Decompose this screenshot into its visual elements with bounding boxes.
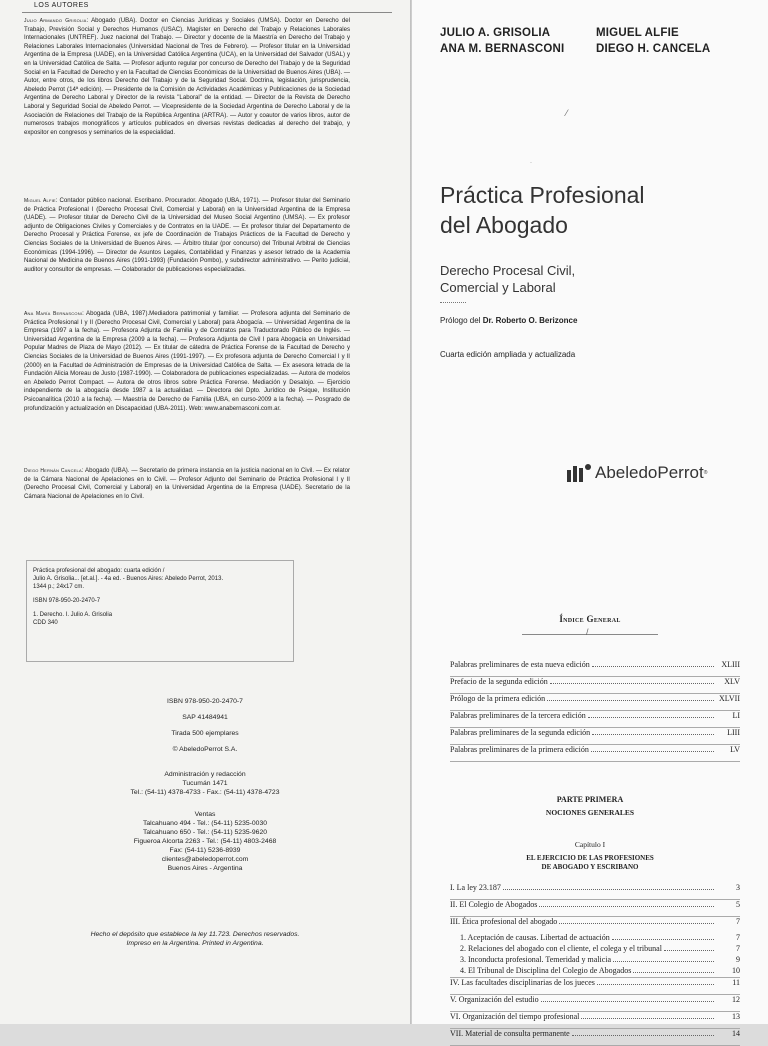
toc-entry-title: Palabras preliminares de la tercera edición <box>450 711 586 720</box>
right-page <box>412 0 768 1038</box>
registered-mark: ® <box>703 470 708 476</box>
dotted-divider <box>440 302 466 303</box>
pencil-mark-icon: / <box>586 627 589 637</box>
imprint-isbn: ISBN 978-950-20-2470-7 <box>167 698 243 705</box>
toc-entry-page: LV <box>730 745 740 754</box>
book-subtitle-line: Comercial y Laboral <box>440 280 556 295</box>
author-bio-text: : Abogada (UBA, 1987).Mediadora patrimonial y familiar. — Profesora adjunta del Seminario de Práctica Profesional I y II (Derecho Procesal Civil, Comercial y Laboral) para Abogacía. — Universidad Argentina de la Empresa (1997 a la fecha). — Profesora Adjunta de Familia y de Contratos para Traductorado Público de Inglés. — Universidad Argentina de la Empresa (2009 a la fecha). — Profesora Adjunta de Civil I para Abogacía en Universidad Popular Madres de Plaza de Mayo (2012). — Ex titular de cátedra de Práctica Forense de la Facultad de Derecho y Ciencias Sociales de la Universidad de Buenos Aires (1991-1997). — Ex profesora adjunta de Derecho Comercial I y II (2000) en la Facultad de Administración de Empresas de la Universidad Católica de Salta. — Ex asesora letrada de la Fundación Alicia Moreau de Justo (1987-1990). — Colaboradora de publicaciones especializadas. — Autora de modelos en Abeledo Perrot Compact. — Autora de otros libros sobre Práctica Forense. Mediación y Desalojo. — Ejercicio independiente de la abogacía desde 1987 a la actualidad. — Directora del Dpto. Jurídico de Psique, Institución Psicoanalítica (2010 a la fecha). — Maestría de Derecho de Familia (UBA, en curso-2009 a la fecha). — Posgrado de profundización y actualización en Discapacidad (UBA-2011). Web: www.anabernasconi.com.ar. <box>24 310 350 412</box>
ventas-title: Ventas <box>194 811 216 818</box>
toc-chapter-entries <box>450 883 740 1046</box>
authors-column <box>440 25 564 57</box>
toc-entry-title: III. Ética profesional del abogado <box>450 917 558 926</box>
toc-entry-title: Prólogo de la primera edición <box>450 694 546 703</box>
author-name: Diego Hernán Cancela <box>24 468 82 474</box>
toc-entry-page: XLIII <box>721 660 740 669</box>
toc-dot-leader <box>572 1035 714 1036</box>
author-bio-text: : Abogado (UBA). Doctor en Ciencias Jurídicas y Sociales (UMSA). Doctor en Derecho del Trabajo, Previsión Social y Derechos Humanos (USAC). Magíster en Derecho del Trabajo y Relaciones Laborales Internacionales (UNTREF). Juez nacional del Trabajo. — Director y docente de la Maestría en Derecho del Trabajo y Relaciones Laborales Internacionales (Universidad Nacional de Tres de Febrero). — Profesor titular en la Universidad Argentina de la Empresa (UADE), en la Universidad Católica Argentina (UCA), en la Universidad del Salvador (USAL) y en la Universidad Católica de Salta. — Profesor adjunto regular por concurso de Derecho del Trabajo y de la Seguridad Social en la Facultad de Derecho y en la Facultad de Ciencias Económicas de la Universidad de Buenos Aires (UBA). — Autor, entre otros, de los libros Derecho del Trabajo y de la Seguridad Social. Doctrina, legislación, jurisprudencia, Abeledo Perrot (14ª edición). — Presidente de la Comisión de Actividades Académicas y Publicaciones de la Sociedad Argentina de Derecho Laboral y Director de la revista "Laboral" de la entidad. — Director de la Revista de Derecho Laboral y Seguridad Social de Abeledo Perrot. — Vicepresidente de la Sociedad Argentina de Derecho Laboral y de la Asociación de Relaciones del Trabajo de la República Argentina (ARTRA). — Autor y coautor de varios libros, autor de numerosos trabajos monográficos y artículos publicados en diversas revistas dedicadas al derecho del trabajo, y expositor en congresos y seminarios de la especialidad. <box>24 17 350 136</box>
part-title: PARTE PRIMERA <box>556 795 624 804</box>
toc-entry-title: IV. Las facultades disciplinarias de los jueces <box>450 978 595 987</box>
cip-line: Julio A. Grisolia... [et.al.]. - 4a ed. - Buenos Aires: Abeledo Perrot, 2013. <box>33 576 224 582</box>
toc-entry-page: LI <box>732 711 740 720</box>
book-subtitle <box>440 262 575 296</box>
toc-dot-leader <box>664 950 714 951</box>
toc-entry-title: Palabras preliminares de esta nueva edición <box>450 660 590 669</box>
toc-entry <box>450 1029 740 1045</box>
cataloging-box <box>26 560 294 662</box>
toc-entry <box>450 1012 740 1028</box>
toc-entry-page: 13 <box>732 1012 740 1021</box>
toc-entry-title: VII. Material de consulta permanente <box>450 1029 570 1038</box>
toc-dot-leader <box>539 906 714 907</box>
author-bio <box>24 197 350 274</box>
toc-dot-leader <box>581 1018 714 1019</box>
toc-entry-title: Prefacio de la segunda edición <box>450 677 548 686</box>
toc-dot-leader <box>541 1001 714 1002</box>
index-title: Índice General <box>559 614 621 624</box>
author-name: Miguel Alfie <box>24 198 56 204</box>
toc-entry <box>450 900 740 916</box>
publisher-logo <box>566 462 707 484</box>
author-name: DIEGO H. CANCELA <box>596 43 711 55</box>
prologo-prefix: Prólogo del <box>440 316 483 325</box>
cip-line: 1. Derecho. I. Julio A. Grisolia <box>33 612 113 618</box>
toc-entry-title: 3. Inconducta profesional. Temeridad y malicia <box>460 955 612 964</box>
toc-entry-page: 5 <box>736 900 740 909</box>
toc-dot-leader <box>588 717 714 718</box>
toc-entry-title: 1. Aceptación de causas. Libertad de actuación <box>460 933 610 942</box>
author-bio <box>24 310 350 413</box>
toc-entry <box>450 728 740 744</box>
toc-dot-leader <box>592 734 714 735</box>
book-title-line: del Abogado <box>440 212 568 238</box>
toc-entry-page: 7 <box>736 917 740 926</box>
toc-dot-leader <box>633 972 714 973</box>
toc-entry-page: 7 <box>736 933 740 942</box>
author-name: Julio Armando Grisolia <box>24 18 87 24</box>
toc-entry-page: XLV <box>724 677 740 686</box>
imprint-tirada: Tirada 500 ejemplares <box>171 730 239 737</box>
toc-entry-page: 12 <box>732 995 740 1004</box>
toc-entry <box>450 660 740 676</box>
author-bio <box>24 467 350 501</box>
author-name: ANA M. BERNASCONI <box>440 43 565 55</box>
toc-preliminaries <box>450 660 740 762</box>
toc-dot-leader <box>592 666 714 667</box>
cip-cdd: CDD 340 <box>33 620 58 626</box>
toc-entry <box>450 944 740 955</box>
ventas-city: Buenos Aires - Argentina <box>167 865 243 872</box>
toc-dot-leader <box>591 751 714 752</box>
part-subtitle: NOCIONES GENERALES <box>545 808 635 817</box>
toc-entry <box>450 933 740 944</box>
toc-entry <box>450 694 740 710</box>
chapter-title-line: EL EJERCICIO DE LAS PROFESIONES <box>526 854 654 862</box>
imprint-copyright: © AbeledoPerrot S.A. <box>172 746 238 753</box>
toc-entry <box>450 978 740 994</box>
toc-entry-page: 10 <box>732 966 740 975</box>
toc-entry-page: 3 <box>736 883 740 892</box>
toc-entry <box>450 966 740 977</box>
toc-entry <box>450 995 740 1011</box>
toc-entry-title: II. El Colegio de Abogados <box>450 900 538 909</box>
cip-line: 1344 p.; 24x17 cm. <box>33 584 85 590</box>
toc-entry-page: LIII <box>727 728 740 737</box>
chapter-label: Capítulo I <box>574 840 606 849</box>
ventas-line: Talcahuano 650 - Tel.: (54-11) 5235-9620 <box>142 829 268 836</box>
book-title <box>440 180 645 240</box>
legal-line: Impreso en la Argentina. Printed in Argentina. <box>126 940 264 947</box>
page-header: LOS AUTORES <box>34 2 89 9</box>
ventas-fax: Fax: (54-11) 5236-8939 <box>169 847 241 854</box>
ventas-line: Figueroa Alcorta 2263 - Tel.: (54-11) 4803-2468 <box>133 838 277 845</box>
imprint-sap: SAP 41484941 <box>182 714 228 721</box>
toc-entry <box>450 917 740 933</box>
toc-separator <box>450 761 740 762</box>
toc-entry-title: V. Organización del estudio <box>450 995 539 1004</box>
author-name: MIGUEL ALFIE <box>596 27 679 39</box>
toc-entry-page: 11 <box>732 978 740 987</box>
author-bio <box>24 17 350 137</box>
publisher-logo-text: AbeledoPerrot <box>595 463 704 482</box>
header-rule <box>22 12 392 13</box>
authors-column <box>596 25 710 57</box>
toc-entry <box>450 955 740 966</box>
pencil-mark-icon: · <box>530 160 532 166</box>
chapter-title <box>412 854 768 872</box>
toc-entry-page: 14 <box>732 1029 740 1038</box>
toc-entry-title: Palabras preliminares de la segunda edición <box>450 728 591 737</box>
toc-dot-leader <box>597 984 714 985</box>
toc-dot-leader <box>547 700 714 701</box>
toc-entry-page: 9 <box>736 955 740 964</box>
legal-notice <box>40 930 350 948</box>
toc-entry-title: 4. El Tribunal de Disciplina del Colegio de Abogados <box>460 966 632 975</box>
author-bio-text: : Contador público nacional. Escribano. Procurador. Abogado (UBA, 1971). — Profesor titular del Seminario de Práctica Profesional I (Derecho Procesal Civil, Comercial y Laboral) en la Universidad Argentina de la Empresa (UADE). — Profesor titular de Derecho Civil de la Universidad del Museo Social Argentino (UMSA). — Ex profesor adjunto de Obligaciones Civiles y Comerciales y de Contratos en la UADE. — Ex profesor titular del Departamento de Derecho Procesal y Práctica Forense, ex jefe de Coordinación de Trabajos Prácticos de la Facultad de Derecho y Ciencias Sociales de la Universidad de Buenos Aires. — Árbitro titular (por concurso) del Tribunal Arbitral de Ciencias Económicas (1994-1996). — Director de Asuntos Legales, Contabilidad y Finanzas y asesor letrado de la Academia Nacional de Medicina de Buenos Aires (1991-1993) (Fundación Pombo), y subdirector administrativo. — Perito judicial, auditor y consultor de empresas. — Colaborador de publicaciones especializadas. <box>24 197 350 273</box>
cip-line: Práctica profesional del abogado: cuarta edición / <box>33 568 165 574</box>
ventas-email: clientes@abeledoperrot.com <box>161 856 249 863</box>
chapter-title-line: DE ABOGADO Y ESCRIBANO <box>541 863 639 871</box>
author-bio-text: : Abogado (UBA). — Secretario de primera instancia en la justicia nacional en lo Civil. — Ex relator de la Cámara Nacional de Apelaciones en lo Civil. — Profesor Adjunto del Seminario de Práctica Profesional I y II (Derecho Procesal Civil, Comercial y Laboral) en la Universidad Argentina de la Empresa (UADE). Secretario de la Cámara Nacional de Apelaciones en lo Civil. <box>24 467 351 500</box>
toc-entry-title: Palabras preliminares de la primera edición <box>450 745 589 754</box>
toc-entry <box>450 677 740 693</box>
publisher-logo-icon <box>566 462 592 484</box>
toc-dot-leader <box>613 961 714 962</box>
admin-phone: Tel.: (54-11) 4378-4733 - Fax.: (54-11) 4378-4723 <box>130 789 280 796</box>
author-name: JULIO A. GRISOLIA <box>440 27 551 39</box>
prologo-line <box>440 316 577 325</box>
toc-dot-leader <box>550 683 714 684</box>
admin-address: Tucumán 1471 <box>182 780 228 787</box>
pencil-mark-icon: ⁄ <box>566 108 568 118</box>
book-subtitle-line: Derecho Procesal Civil, <box>440 263 576 278</box>
author-name: Ana María Bernasconi <box>24 311 83 317</box>
edition-note: Cuarta edición ampliada y actualizada <box>440 350 576 359</box>
book-title-line: Práctica Profesional <box>440 182 645 208</box>
toc-entry <box>450 745 740 761</box>
admin-title: Administración y redacción <box>164 771 246 778</box>
toc-entry-title: VI. Organización del tiempo profesional <box>450 1012 580 1021</box>
toc-entry <box>450 711 740 727</box>
index-title-rule <box>522 634 658 635</box>
toc-entry <box>450 883 740 899</box>
legal-line: Hecho el depósito que establece la ley 11.723. Derechos reservados. <box>90 931 300 938</box>
toc-entry-page: XLVII <box>718 694 740 703</box>
toc-dot-leader <box>559 923 714 924</box>
toc-entry-title: I. La ley 23.187 <box>450 883 501 892</box>
cip-isbn: ISBN 978-950-20-2470-7 <box>33 598 101 604</box>
toc-entry-title: 2. Relaciones del abogado con el cliente, el colega y el tribunal <box>460 944 662 953</box>
toc-dot-leader <box>612 939 714 940</box>
toc-entry-page: 7 <box>736 944 740 953</box>
ventas-line: Talcahuano 494 - Tel.: (54-11) 5235-0030 <box>142 820 268 827</box>
prologo-author: Dr. Roberto O. Berizonce <box>482 316 578 325</box>
toc-dot-leader <box>503 889 714 890</box>
